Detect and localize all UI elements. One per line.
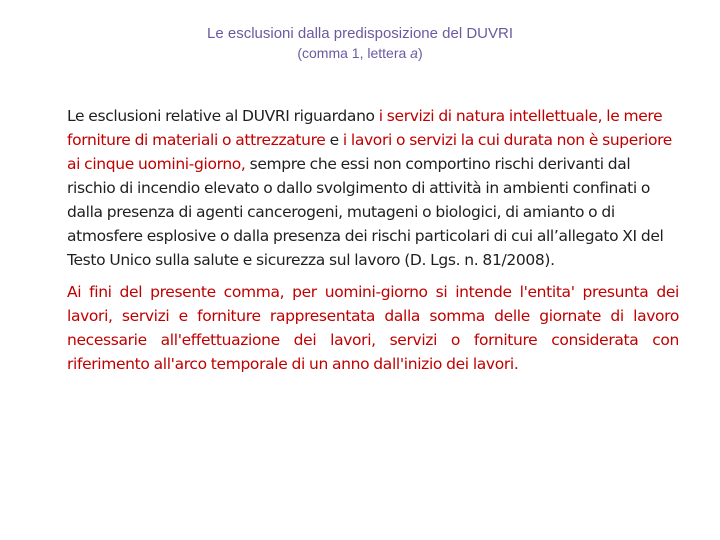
p1-intellectual-services: i servizi di natura intellettuale, [378,107,603,125]
p1-intro: Le esclusioni relative al DUVRI riguardano [67,107,379,125]
title-line-1: Le esclusioni dalla predisposizione del DUVRI [207,25,513,42]
title-line-2-letter: a [410,45,418,61]
title-line-2 [0,44,720,62]
paragraph-man-days-definition: Ai fini del presente comma, per uomini-giorno si intende l'entita' presunta dei lavori, servizi e forniture rappresentata dalla somma delle giornate di lavoro necessarie all'effettuazione dei lavori, servizi o forniture considerata con riferimento all'arco temporale di un anno dall'inizio dei lavori. [67,283,679,373]
slide-body [67,104,679,376]
p1-conjunction: e [325,131,343,149]
title-line-2-suffix: ) [417,45,423,61]
paragraph-exclusions [67,104,679,272]
p1-short-works: i lavori o servizi la cui durata non è superiore ai cinque uomini-giorno, [67,131,672,173]
p1-material-supplies: le mere forniture di materiali o attrezzature [67,107,663,149]
p1-conditions: sempre che essi non comportino rischi derivanti dal rischio di incendio elevato o dallo svolgimento di attività in ambienti confinati o dalla presenza di agenti cancerogeni, mutageni o biologici, di amianto o di atmosfere esplosive o dalla presenza dei rischi particolari di cui all’allegato XI del Testo Unico sulla salute e sicurezza sul lavoro (D. Lgs. n. 81/2008). [67,155,664,269]
slide-title [0,24,720,62]
title-line-2-prefix: (comma 1, lettera [297,45,411,61]
